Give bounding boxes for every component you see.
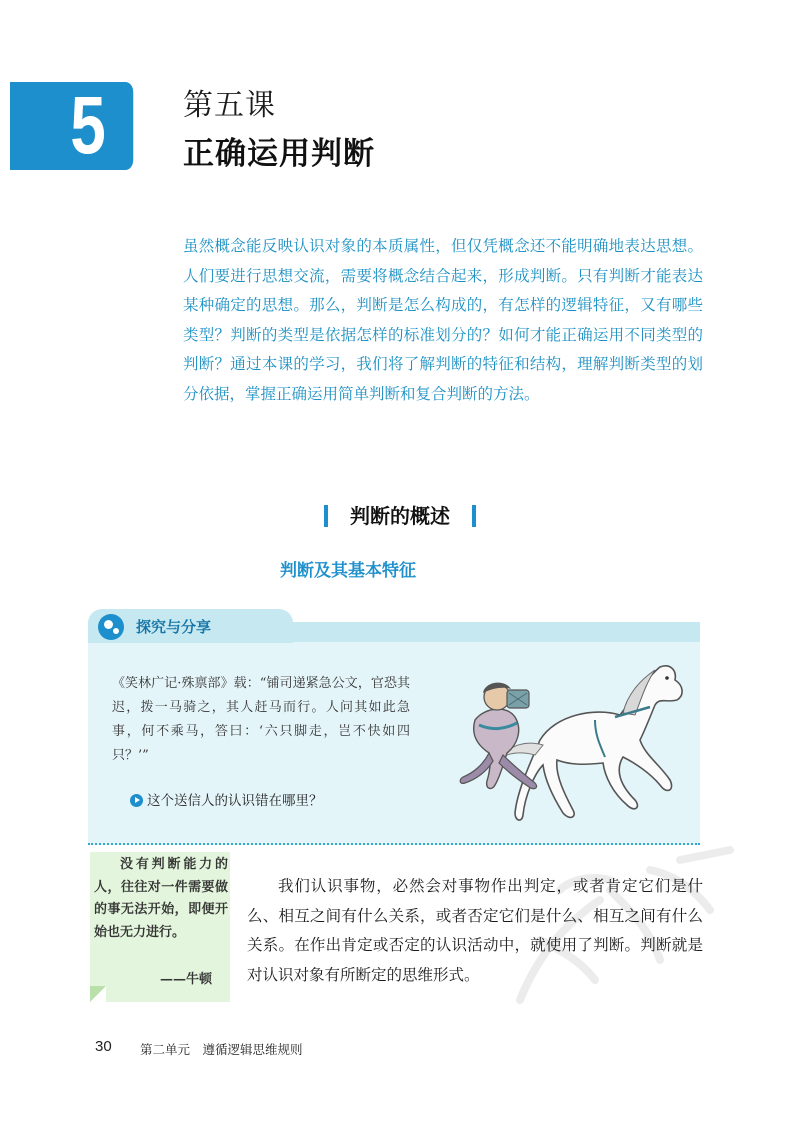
- explore-quote: 《笑林广记·殊禀部》载：“铺司递紧急公文，官恐其迟，拨一马骑之，其人赶马而行。人问其如此急事，何不乘马，答曰：‘六只脚走，岂不快如四只？’”: [112, 676, 410, 763]
- heading-bar-left: [324, 505, 328, 527]
- side-note-author: ——牛顿: [160, 972, 213, 987]
- heading-bar-right: [472, 505, 476, 527]
- lesson-label: 第五课: [183, 88, 276, 123]
- side-note-fold: [90, 986, 106, 1002]
- page-number: 30: [95, 1038, 112, 1055]
- side-note-text: 没有判断能力的人，往往对一件需要做的事无法开始，即便开始也无力进行。: [94, 857, 228, 940]
- lesson-title: 正确运用判断: [183, 136, 375, 172]
- explore-icon: [98, 614, 124, 640]
- section-heading: [0, 500, 800, 529]
- play-arrow-icon: [130, 794, 143, 807]
- lesson-number: 5: [70, 80, 106, 171]
- courier-horse-illustration: [445, 645, 695, 835]
- explore-question: [130, 789, 323, 809]
- subsection-heading: 判断及其基本特征: [280, 561, 416, 581]
- body-paragraph: 我们认识事物，必然会对事物作出判定，或者肯定它们是什么、相互之间有什么关系，或者否定它们是什么、相互之间有什么关系。在作出肯定或否定的认识活动中，就使用了判断。判断就是对认识对象有所断定的思维形式。: [247, 877, 703, 984]
- explore-title: 探究与分享: [136, 618, 212, 636]
- lesson-number-badge: [10, 82, 133, 170]
- explore-question-text: 这个送信人的认识错在哪里？: [147, 793, 323, 809]
- lesson-intro: 虽然概念能反映认识对象的本质属性，但仅凭概念还不能明确地表达思想。人们要进行思想交流，需要将概念结合起来，形成判断。只有判断才能表达某种确定的思想。那么，判断是怎么构成的，有怎样的逻辑特征，又有哪些类型？判断的类型是依据怎样的标准划分的？如何才能正确运用不同类型的判断？通过本课的学习，我们将了解判断的特征和结构，理解判断类型的划分依据，掌握正确运用简单判断和复合判断的方法。: [183, 237, 703, 403]
- section-heading-text: 判断的概述: [350, 504, 450, 528]
- unit-title: 第二单元 遵循逻辑思维规则: [140, 1042, 303, 1057]
